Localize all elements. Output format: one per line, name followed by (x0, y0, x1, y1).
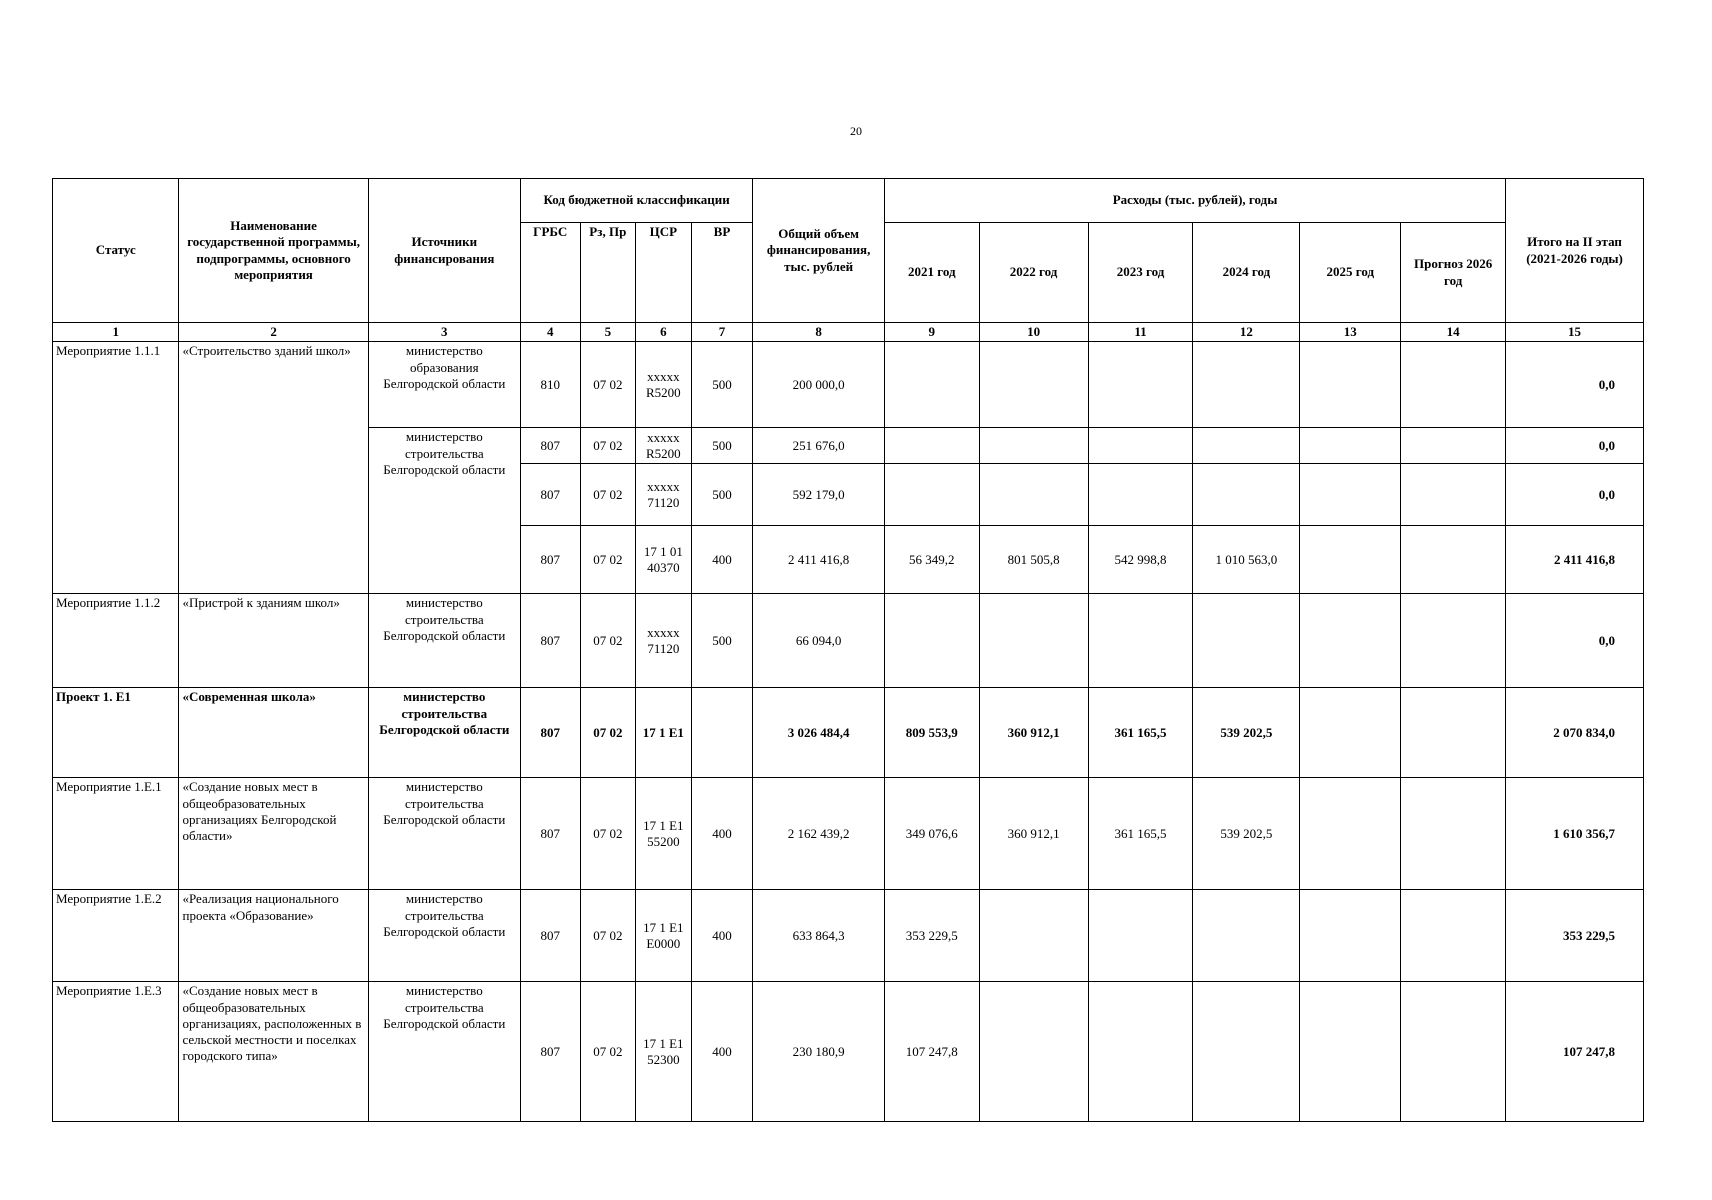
cell-stage-total: 0,0 (1506, 342, 1644, 428)
col-num: 4 (520, 323, 580, 342)
cell-rzpr: 07 02 (580, 982, 636, 1122)
cell-2023: 361 165,5 (1088, 778, 1193, 890)
cell-2021 (884, 464, 979, 526)
cell-2024 (1193, 982, 1300, 1122)
cell-2022: 360 912,1 (979, 778, 1088, 890)
cell-2024: 539 202,5 (1193, 688, 1300, 778)
cell-2026 (1401, 890, 1506, 982)
cell-2023 (1088, 982, 1193, 1122)
cell-2025 (1300, 778, 1401, 890)
cell-2021: 349 076,6 (884, 778, 979, 890)
cell-2025 (1300, 342, 1401, 428)
row-status: Мероприятие 1.1.1 (53, 342, 179, 594)
cell-rzpr: 07 02 (580, 778, 636, 890)
cell-stage-total: 0,0 (1506, 464, 1644, 526)
cell-2023 (1088, 342, 1193, 428)
cell-grbs: 807 (520, 688, 580, 778)
row-name: «Пристрой к зданиям школ» (179, 594, 368, 688)
cell-vr: 500 (691, 464, 753, 526)
header-expenses: Расходы (тыс. рублей), годы (884, 179, 1505, 223)
cell-rzpr: 07 02 (580, 428, 636, 464)
row-source: министерство строительства Белгородской области (368, 688, 520, 778)
cell-2024 (1193, 342, 1300, 428)
cell-2023: 361 165,5 (1088, 688, 1193, 778)
col-num: 1 (53, 323, 179, 342)
cell-vr: 500 (691, 594, 753, 688)
cell-2025 (1300, 464, 1401, 526)
col-num: 14 (1401, 323, 1506, 342)
col-num: 7 (691, 323, 753, 342)
col-num: 10 (979, 323, 1088, 342)
cell-rzpr: 07 02 (580, 890, 636, 982)
cell-total: 633 864,3 (753, 890, 885, 982)
cell-grbs: 807 (520, 982, 580, 1122)
cell-2022 (979, 594, 1088, 688)
header-total-volume: Общий объем финансирования, тыс. рублей (753, 179, 885, 323)
header-2021: 2021 год (884, 223, 979, 323)
header-rzpr: Рз, Пр (580, 223, 636, 323)
header-stage-total: Итого на II этап (2021-2026 годы) (1506, 179, 1644, 323)
cell-rzpr: 07 02 (580, 688, 636, 778)
cell-2023 (1088, 428, 1193, 464)
cell-vr: 400 (691, 890, 753, 982)
cell-grbs: 807 (520, 594, 580, 688)
header-name: Наименование государственной программы, подпрограммы, основного мероприятия (179, 179, 368, 323)
table-row (53, 688, 1644, 778)
cell-csr: xxxxx 71120 (636, 594, 692, 688)
cell-grbs: 807 (520, 890, 580, 982)
cell-grbs: 807 (520, 526, 580, 594)
cell-2022 (979, 890, 1088, 982)
row-source: министерство образования Белгородской области (368, 342, 520, 428)
cell-2022: 801 505,8 (979, 526, 1088, 594)
cell-stage-total: 1 610 356,7 (1506, 778, 1644, 890)
table-row (53, 342, 1644, 428)
cell-stage-total: 2 070 834,0 (1506, 688, 1644, 778)
cell-csr: xxxxx R5200 (636, 342, 692, 428)
cell-csr: 17 1 Е1 (636, 688, 692, 778)
header-2025: 2025 год (1300, 223, 1401, 323)
row-status: Мероприятие 1.Е.3 (53, 982, 179, 1122)
header-2022: 2022 год (979, 223, 1088, 323)
cell-total: 251 676,0 (753, 428, 885, 464)
cell-csr: 17 1 Е1 52300 (636, 982, 692, 1122)
col-num: 11 (1088, 323, 1193, 342)
row-name: «Создание новых мест в общеобразовательных организациях, расположенных в сельской местности и поселках городского типа» (179, 982, 368, 1122)
cell-2021: 56 349,2 (884, 526, 979, 594)
cell-total: 2 411 416,8 (753, 526, 885, 594)
cell-grbs: 807 (520, 428, 580, 464)
row-status: Мероприятие 1.1.2 (53, 594, 179, 688)
col-num: 8 (753, 323, 885, 342)
column-number-row (53, 323, 1644, 342)
cell-rzpr: 07 02 (580, 526, 636, 594)
cell-2022: 360 912,1 (979, 688, 1088, 778)
header-grbs: ГРБС (520, 223, 580, 323)
header-2026: Прогноз 2026 год (1401, 223, 1506, 323)
cell-vr: 400 (691, 778, 753, 890)
table-row (53, 778, 1644, 890)
cell-rzpr: 07 02 (580, 594, 636, 688)
cell-vr: 400 (691, 526, 753, 594)
cell-2021 (884, 428, 979, 464)
header-2023: 2023 год (1088, 223, 1193, 323)
cell-2023 (1088, 890, 1193, 982)
cell-total: 66 094,0 (753, 594, 885, 688)
row-name: «Современная школа» (179, 688, 368, 778)
cell-2025 (1300, 688, 1401, 778)
header-status: Статус (53, 179, 179, 323)
row-source: министерство строительства Белгородской области (368, 982, 520, 1122)
cell-2024 (1193, 428, 1300, 464)
cell-2026 (1401, 594, 1506, 688)
header-sources: Источники финансирования (368, 179, 520, 323)
cell-2021: 809 553,9 (884, 688, 979, 778)
cell-2021 (884, 342, 979, 428)
cell-vr: 400 (691, 982, 753, 1122)
cell-csr: 17 1 Е1 Е0000 (636, 890, 692, 982)
cell-total: 3 026 484,4 (753, 688, 885, 778)
row-name: «Реализация национального проекта «Образование» (179, 890, 368, 982)
col-num: 12 (1193, 323, 1300, 342)
cell-2025 (1300, 428, 1401, 464)
col-num: 5 (580, 323, 636, 342)
row-source: министерство строительства Белгородской области (368, 890, 520, 982)
row-source: министерство строительства Белгородской области (368, 778, 520, 890)
cell-2021: 353 229,5 (884, 890, 979, 982)
cell-2025 (1300, 526, 1401, 594)
cell-2026 (1401, 526, 1506, 594)
cell-total: 592 179,0 (753, 464, 885, 526)
cell-2021: 107 247,8 (884, 982, 979, 1122)
cell-2021 (884, 594, 979, 688)
cell-2026 (1401, 778, 1506, 890)
cell-stage-total: 107 247,8 (1506, 982, 1644, 1122)
cell-2025 (1300, 982, 1401, 1122)
header-budget-code: Код бюджетной классификации (520, 179, 752, 223)
cell-2024: 1 010 563,0 (1193, 526, 1300, 594)
cell-stage-total: 353 229,5 (1506, 890, 1644, 982)
cell-2022 (979, 464, 1088, 526)
table-row (53, 982, 1644, 1122)
col-num: 13 (1300, 323, 1401, 342)
cell-2023 (1088, 594, 1193, 688)
row-name: «Создание новых мест в общеобразовательных организациях Белгородской области» (179, 778, 368, 890)
cell-2022 (979, 982, 1088, 1122)
cell-2023: 542 998,8 (1088, 526, 1193, 594)
cell-total: 2 162 439,2 (753, 778, 885, 890)
page-number: 20 (850, 124, 862, 138)
col-num: 6 (636, 323, 692, 342)
row-status: Проект 1. Е1 (53, 688, 179, 778)
cell-2024 (1193, 890, 1300, 982)
header-vr: ВР (691, 223, 753, 323)
cell-2026 (1401, 464, 1506, 526)
row-name: «Строительство зданий школ» (179, 342, 368, 594)
cell-csr: 17 1 Е1 55200 (636, 778, 692, 890)
cell-stage-total: 2 411 416,8 (1506, 526, 1644, 594)
cell-2026 (1401, 342, 1506, 428)
table-row (53, 594, 1644, 688)
cell-vr: 500 (691, 428, 753, 464)
cell-2026 (1401, 982, 1506, 1122)
header-csr: ЦСР (636, 223, 692, 323)
cell-csr: xxxxx R5200 (636, 428, 692, 464)
row-status: Мероприятие 1.Е.1 (53, 778, 179, 890)
cell-2026 (1401, 428, 1506, 464)
cell-2023 (1088, 464, 1193, 526)
col-num: 15 (1506, 323, 1644, 342)
row-source: министерство строительства Белгородской области (368, 428, 520, 594)
cell-2024 (1193, 594, 1300, 688)
cell-2026 (1401, 688, 1506, 778)
cell-2022 (979, 342, 1088, 428)
cell-2022 (979, 428, 1088, 464)
cell-grbs: 810 (520, 342, 580, 428)
header-2024: 2024 год (1193, 223, 1300, 323)
row-status: Мероприятие 1.Е.2 (53, 890, 179, 982)
col-num: 9 (884, 323, 979, 342)
cell-2024 (1193, 464, 1300, 526)
cell-2024: 539 202,5 (1193, 778, 1300, 890)
table-row (53, 890, 1644, 982)
cell-csr: 17 1 01 40370 (636, 526, 692, 594)
budget-table (52, 178, 1644, 1122)
cell-total: 230 180,9 (753, 982, 885, 1122)
cell-rzpr: 07 02 (580, 342, 636, 428)
cell-stage-total: 0,0 (1506, 428, 1644, 464)
cell-rzpr: 07 02 (580, 464, 636, 526)
cell-vr: 500 (691, 342, 753, 428)
cell-2025 (1300, 890, 1401, 982)
cell-total: 200 000,0 (753, 342, 885, 428)
cell-2025 (1300, 594, 1401, 688)
cell-csr: xxxxx 71120 (636, 464, 692, 526)
col-num: 3 (368, 323, 520, 342)
cell-grbs: 807 (520, 464, 580, 526)
col-num: 2 (179, 323, 368, 342)
row-source: министерство строительства Белгородской области (368, 594, 520, 688)
cell-grbs: 807 (520, 778, 580, 890)
cell-stage-total: 0,0 (1506, 594, 1644, 688)
cell-vr (691, 688, 753, 778)
